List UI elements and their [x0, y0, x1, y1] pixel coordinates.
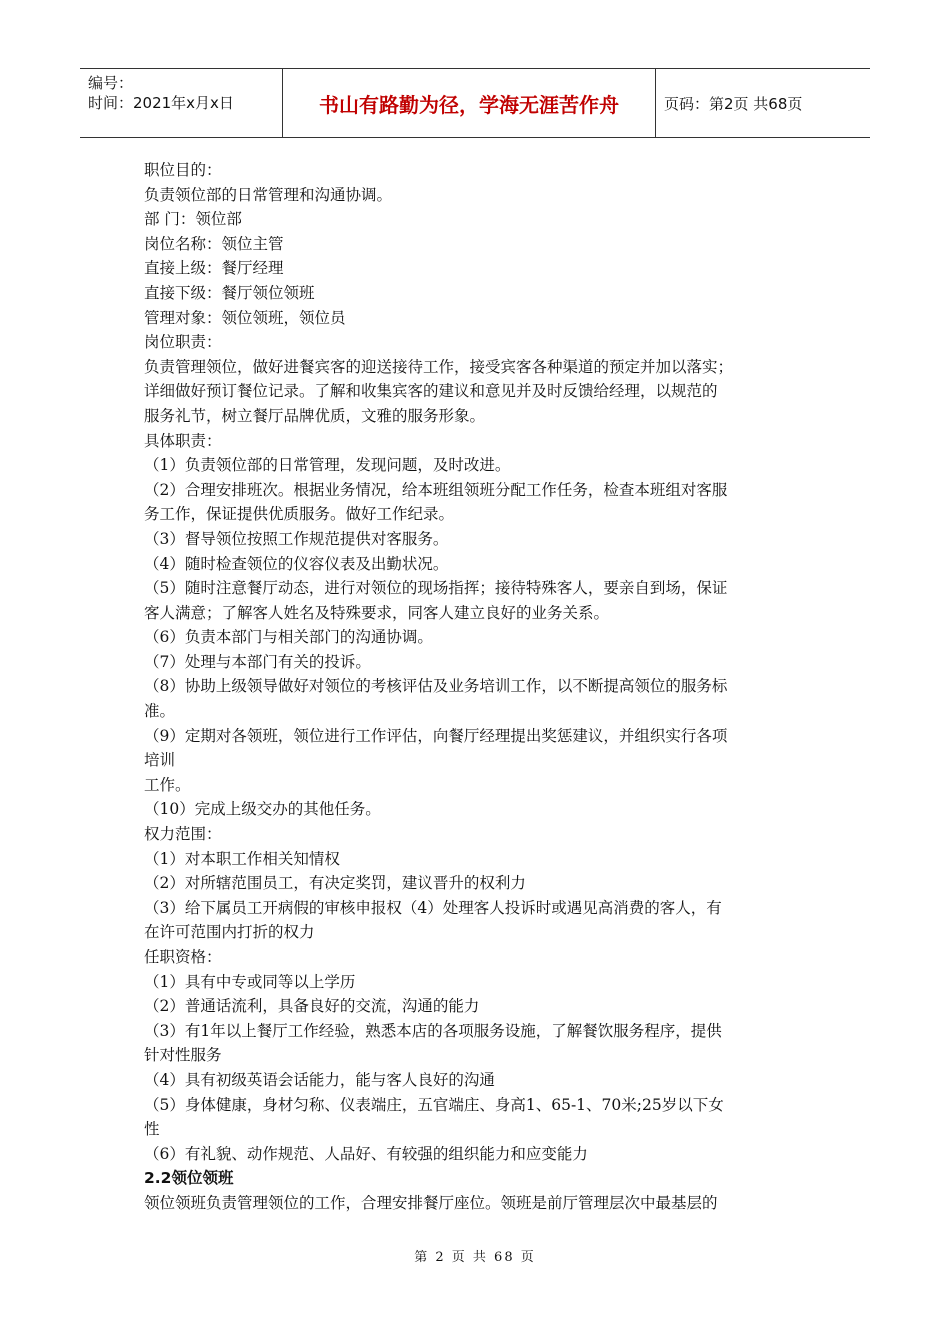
text-line: （3）给下属员工开病假的审核申报权（4）处理客人投诉时或遇见高消费的客人，有: [144, 898, 722, 917]
text-line: 在许可范围内打折的权力: [144, 923, 315, 942]
text-line: 职位目的：: [144, 161, 222, 179]
text-line: 直接下级：餐厅领位领班: [144, 283, 315, 302]
text-line: 客人满意；了解客人姓名及特殊要求，同客人建立良好的业务关系。: [144, 603, 610, 622]
text-line: （6）负责本部门与相关部门的沟通协调。: [144, 628, 433, 647]
text-line: （4）随时检查领位的仪容仪表及出勤状况。: [144, 554, 449, 573]
document-body: [144, 158, 804, 1216]
text-line: 准。: [144, 702, 176, 721]
text-line: 工作。: [144, 775, 191, 794]
text-line: （3）有1年以上餐厅工作经验，熟悉本店的各项服务设施，了解餐饮服务程序，提供: [144, 1021, 722, 1040]
text-line: （1）对本职工作相关知情权: [144, 849, 340, 868]
text-line: （8）协助上级领导做好对领位的考核评估及业务培训工作，以不断提高领位的服务标: [144, 677, 728, 696]
text-line: 培训: [144, 751, 176, 770]
document-date: 时间：2021年x月x日: [88, 94, 234, 112]
text-line: （2）合理安排班次。根据业务情况，给本班组领班分配工作任务，检查本班组对客服: [144, 480, 728, 499]
page-header: [80, 68, 870, 138]
text-line: 具体职责：: [144, 431, 222, 450]
section-heading: 2.2领位领班: [144, 1169, 234, 1188]
text-line: 性: [144, 1120, 160, 1139]
header-motto: 书山有路勤为径，学海无涯苦作舟: [283, 69, 656, 137]
text-line: （4）具有初级英语会话能力，能与客人良好的沟通: [144, 1070, 495, 1089]
text-line: （1）具有中专或同等以上学历: [144, 972, 356, 991]
page-footer: 第 2 页 共 68 页: [414, 1250, 536, 1265]
text-line: （6）有礼貌、动作规范、人品好、有较强的组织能力和应变能力: [144, 1144, 588, 1163]
text-line: 针对性服务: [144, 1046, 222, 1065]
text-line: 详细做好预订餐位记录。了解和收集宾客的建议和意见并及时反馈给经理，以规范的: [144, 382, 718, 401]
text-line: 务工作，保证提供优质服务。做好工作纪录。: [144, 505, 455, 524]
text-line: （5）随时注意餐厅动态，进行对领位的现场指挥；接待特殊客人，要亲自到场，保证: [144, 579, 728, 598]
text-line: 权力范围：: [144, 825, 222, 844]
text-line: （3）督导领位按照工作规范提供对客服务。: [144, 529, 449, 548]
text-line: （2）普通话流利，具备良好的交流，沟通的能力: [144, 997, 480, 1016]
text-line: （2）对所辖范围员工，有决定奖罚，建议晋升的权利力: [144, 874, 526, 893]
text-line: 部 门：领位部: [144, 210, 242, 229]
text-line: （10）完成上级交办的其他任务。: [144, 800, 381, 819]
header-meta: [80, 69, 283, 137]
text-line: 岗位名称：领位主管: [144, 234, 284, 253]
text-line: 岗位职责：: [144, 333, 222, 352]
text-line: （1）负责领位部的日常管理，发现问题，及时改进。: [144, 456, 511, 475]
text-line: 服务礼节，树立餐厅品牌优质，文雅的服务形象。: [144, 406, 486, 425]
text-line: 负责领位部的日常管理和沟通协调。: [144, 185, 393, 204]
text-line: 管理对象：领位领班，领位员: [144, 308, 346, 327]
text-line: （7）处理与本部门有关的投诉。: [144, 652, 371, 671]
text-line: 直接上级：餐厅经理: [144, 259, 284, 278]
header-page-info: 页码：第2页 共68页: [664, 94, 803, 113]
text-line: 任职资格：: [144, 948, 222, 966]
text-line: （5）身体健康，身材匀称、仪表端庄，五官端庄、身高1、65-1、70米;25岁以下女: [144, 1095, 724, 1114]
text-line: 负责管理领位，做好进餐宾客的迎送接待工作，接受宾客各种渠道的预定并加以落实；: [144, 357, 734, 376]
text-line: （9）定期对各领班，领位进行工作评估，向餐厅经理提出奖惩建议，并组织实行各项: [144, 726, 728, 745]
text-line: 领位领班负责管理领位的工作，合理安排餐厅座位。领班是前厅管理层次中最基层的: [144, 1193, 718, 1212]
document-number-label: 编号：: [88, 74, 134, 92]
